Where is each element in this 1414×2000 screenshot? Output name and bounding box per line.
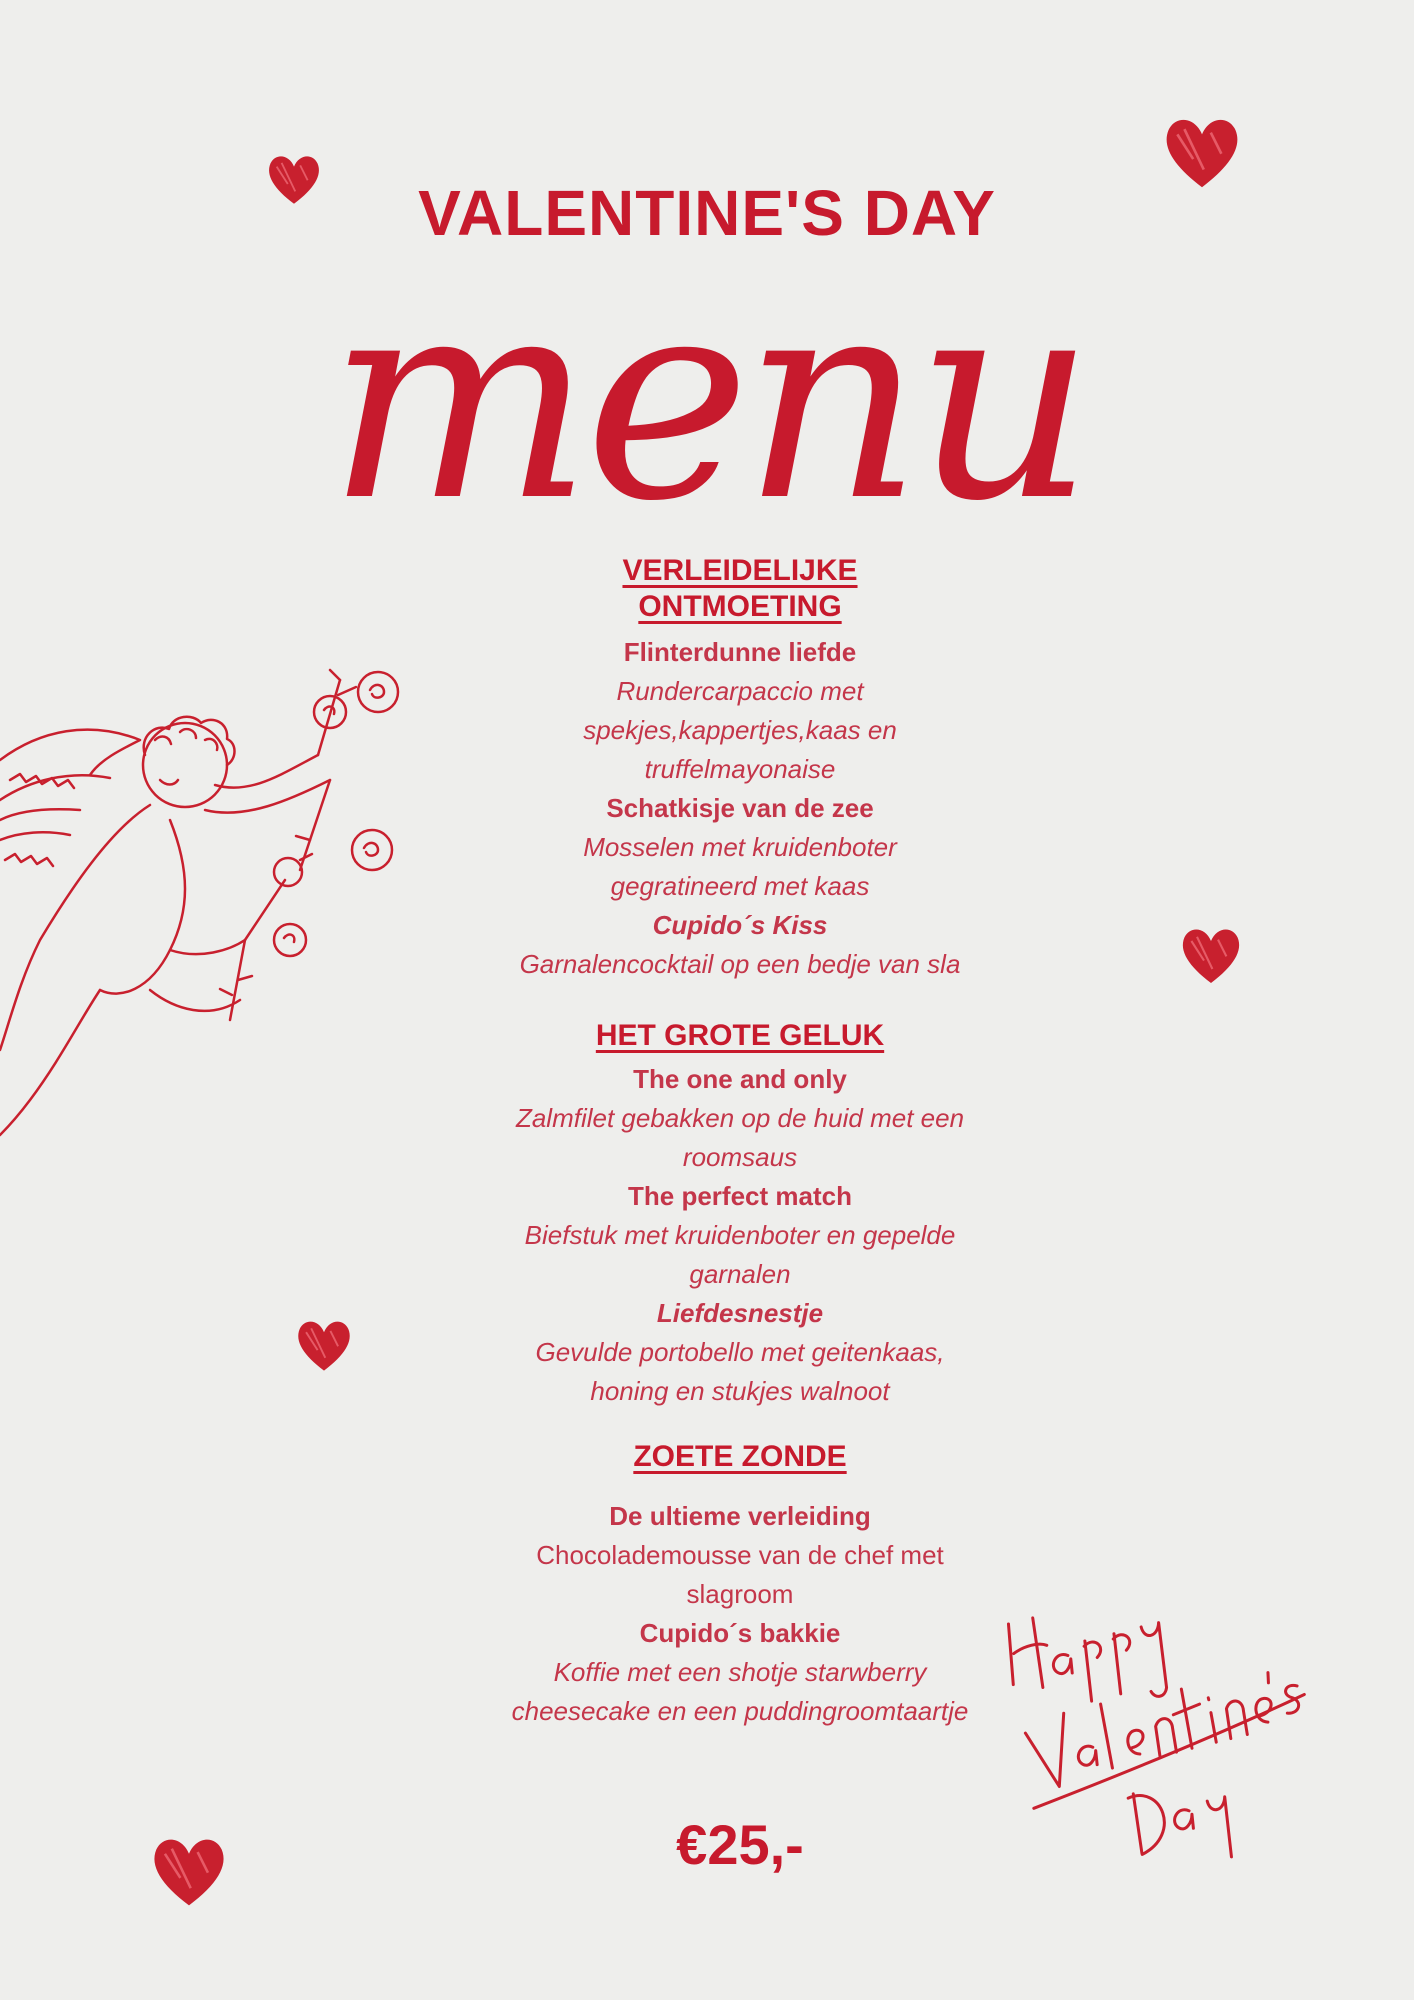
dish-description: truffelmayonaise [644, 754, 836, 784]
section-het-grote-geluk [430, 1018, 1050, 1411]
section-title: VERLEIDELIJKE ONTMOETING [622, 554, 858, 623]
heart-icon [292, 1312, 356, 1378]
dish-name: Schatkisje van de zee [606, 793, 874, 823]
section-verleidelijke-ontmoeting [430, 553, 1050, 984]
dish-description: garnalen [689, 1259, 791, 1289]
cupid-icon [0, 660, 420, 1140]
dish-description: Chocolademousse van de chef met [536, 1540, 944, 1570]
menu-body [430, 553, 1050, 1731]
dish-description: Rundercarpaccio met [616, 676, 864, 706]
dish-name: Cupido´s Kiss [652, 910, 828, 940]
menu-script-title: menu [327, 237, 1087, 563]
dish-name: The perfect match [628, 1181, 852, 1211]
dish-description: Zalmfilet gebakken op de huid met een [515, 1103, 965, 1133]
happy-valentines-lettering [1005, 1560, 1315, 1870]
dish-description: Gevulde portobello met geitenkaas, [535, 1337, 945, 1367]
heart-icon [1176, 920, 1246, 990]
section-title: ZOETE ZONDE [633, 1440, 847, 1473]
section-zoete-zonde [430, 1439, 1050, 1731]
dish-description: roomsaus [682, 1142, 798, 1172]
dish-name: De ultieme verleiding [609, 1501, 871, 1531]
dish-description: spekjes,kappertjes,kaas en [583, 715, 897, 745]
dish-name: Flinterdunne liefde [623, 637, 857, 667]
dish-description: Biefstuk met kruidenboter en gepelde [524, 1220, 956, 1250]
dish-description: honing en stukjes walnoot [590, 1376, 890, 1406]
price: €25,- [676, 1813, 804, 1876]
dish-name: Cupido´s bakkie [639, 1618, 841, 1648]
dish-description: Garnalencocktail op een bedje van sla [519, 949, 961, 979]
dish-description: Mosselen met kruidenboter [583, 832, 897, 862]
dish-name: The one and only [633, 1064, 847, 1094]
dish-description: gegratineerd met kaas [610, 871, 870, 901]
dish-name: Liefdesnestje [656, 1298, 824, 1328]
dish-description: cheesecake en een puddingroomtaartje [511, 1696, 969, 1726]
page-title: VALENTINE'S DAY [418, 177, 996, 249]
section-title: HET GROTE GELUK [595, 1019, 885, 1052]
dish-description: slagroom [686, 1579, 794, 1609]
dish-description: Koffie met een shotje starwberry [553, 1657, 927, 1687]
